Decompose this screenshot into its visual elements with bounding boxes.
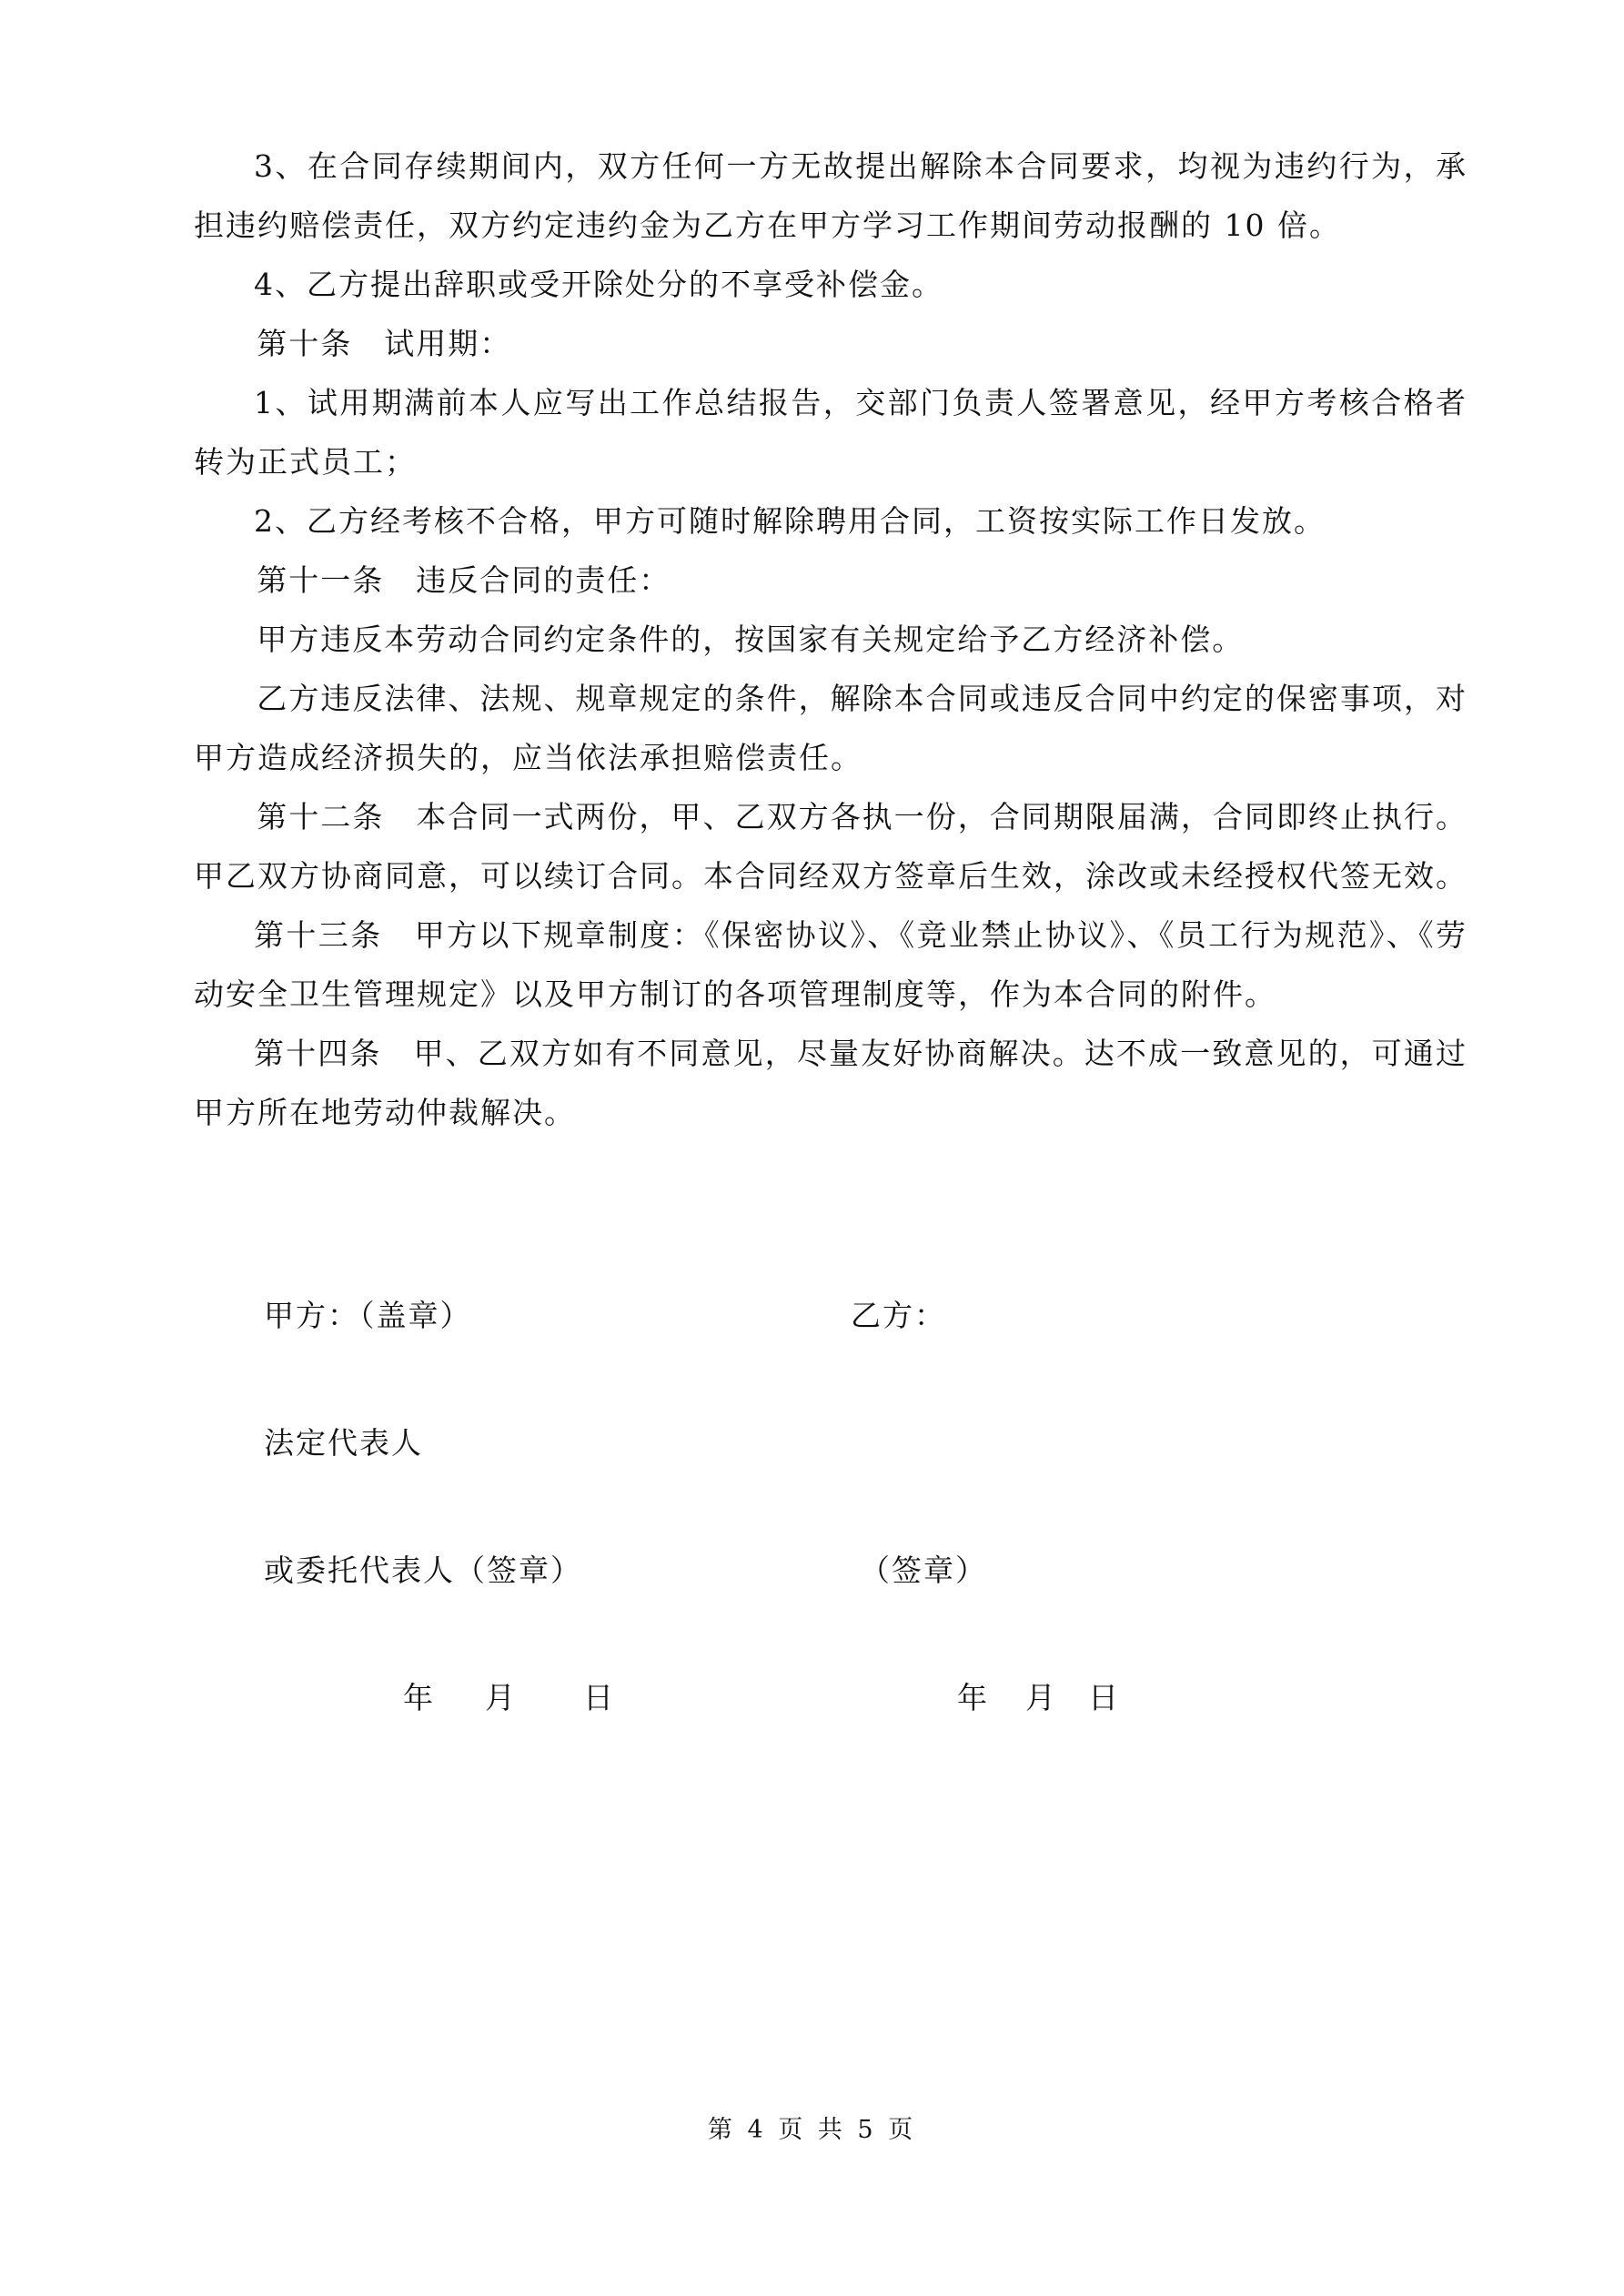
date-left-month: 月 xyxy=(485,1680,515,1715)
legal-representative-label: 法定代表人 xyxy=(264,1425,423,1461)
entrusted-representative-label: 或委托代表人（签章） xyxy=(264,1553,582,1588)
party-b-liability: 乙方违反法律、法规、规章规定的条件，解除本合同或违反合同中约定的保密事项，对甲方造成经济损失的，应当依法承担赔偿责任。 xyxy=(194,681,1468,775)
party-b-label: 乙方： xyxy=(851,1298,946,1333)
date-right-day: 日 xyxy=(1088,1680,1118,1715)
article-14-paragraph: 第十四条 甲、乙双方如有不同意见，尽量友好协商解决。达不成一致意见的，可通过甲方所在地劳动仲裁解决。 xyxy=(194,1036,1468,1130)
party-b-signature-label: （签章） xyxy=(860,1553,987,1588)
probation-item-1: 1、试用期满前本人应写出工作总结报告，交部门负责人签署意见，经甲方考核合格者转为正式员工； xyxy=(194,385,1468,480)
date-right-year: 年 xyxy=(957,1680,987,1715)
clause-4-paragraph: 4、乙方提出辞职或受开除处分的不享受补偿金。 xyxy=(254,267,943,302)
probation-item-2: 2、乙方经考核不合格，甲方可随时解除聘用合同，工资按实际工作日发放。 xyxy=(254,503,1326,539)
party-a-seal-label: 甲方：（盖章） xyxy=(264,1298,472,1333)
article-13-paragraph: 第十三条 甲方以下规章制度：《保密协议》、《竞业禁止协议》、《员工行为规范》、《劳动安全卫生管理规定》以及甲方制订的各项管理制度等，作为本合同的附件。 xyxy=(194,917,1468,1012)
page-number-footer: 第 4 页 共 5 页 xyxy=(707,2116,917,2144)
date-right-month: 月 xyxy=(1025,1680,1055,1715)
article-10-heading: 第十条 试用期： xyxy=(257,326,512,361)
party-a-liability: 甲方违反本劳动合同约定条件的，按国家有关规定给予乙方经济补偿。 xyxy=(257,622,1245,657)
article-11-heading: 第十一条 违反合同的责任： xyxy=(257,562,671,598)
date-left-year: 年 xyxy=(403,1680,433,1715)
date-left-day: 日 xyxy=(583,1680,613,1715)
clause-3-paragraph: 3、在合同存续期间内，双方任何一方无故提出解除本合同要求，均视为违约行为，承担违约赔偿责任，双方约定违约金为乙方在甲方学习工作期间劳动报酬的 10 倍。 xyxy=(194,148,1468,243)
contract-body xyxy=(194,137,1468,1142)
article-12-paragraph: 第十二条 本合同一式两份，甲、乙双方各执一份，合同期限届满，合同即终止执行。甲乙双方协商同意，可以续订合同。本合同经双方签章后生效，涂改或未经授权代签无效。 xyxy=(194,799,1468,894)
